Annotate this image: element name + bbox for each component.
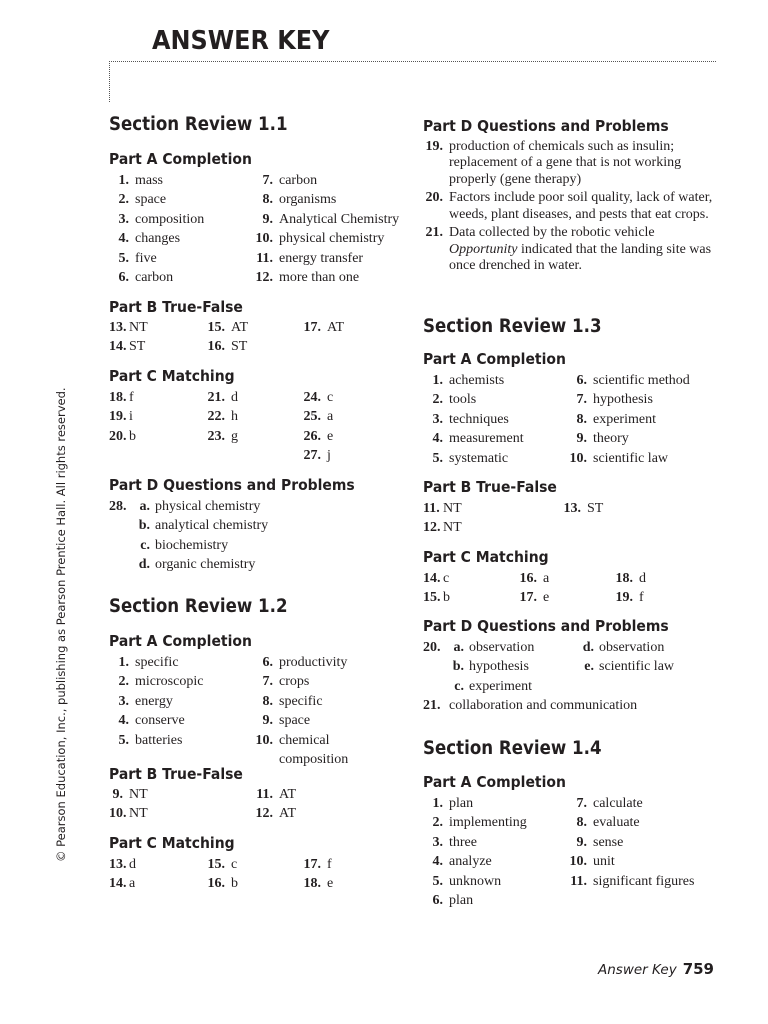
item-number: 17. [303,857,321,872]
item-answer: carbon [279,173,318,188]
section-review-1-2 [109,596,307,617]
part-b-title: Part B True-False [423,478,557,496]
item-answer: conserve [135,713,185,729]
item-number: 9. [576,834,587,850]
item-number: 1. [118,655,129,670]
item-answer: significant figures [593,873,695,889]
part-b-title: Part B True-False [109,298,243,316]
item-answer: g [231,428,238,444]
item-answer: d [639,571,646,586]
dotted-rule [109,61,716,102]
item-number [567,891,593,910]
item-answer: analytical chemistry [155,518,269,534]
item-letter: a. [453,640,464,655]
item-number: 11. [423,501,440,516]
footer-label: Answer Key [598,962,677,978]
page-footer [598,960,714,978]
item-number: 9. [262,713,273,729]
item-number: 11. [256,250,273,266]
item-number: 28. [109,499,127,514]
item-answer: NT [443,501,462,516]
part-c-title: Part C Matching [423,548,549,566]
part-b-title: Part B True-False [109,765,243,783]
item-number: 19. [615,590,633,606]
item-number: 12. [255,806,273,822]
sr12-part-a-list [109,653,379,769]
italic-term: Opportunity [449,241,518,257]
item-answer: AT [231,320,249,335]
part-d-title: Part D Questions and Problems [423,117,669,135]
item-answer: experiment [593,411,656,427]
item-answer: theory [593,431,629,447]
item-number: 4. [432,431,443,447]
item-number: 18. [303,876,321,892]
item-number: 9. [112,787,123,802]
item-number: 18. [109,390,127,405]
item-answer: mass [135,173,163,188]
item-number: 16. [207,339,225,355]
sr13-part-d-list [423,638,709,696]
sr12-part-b-list [109,785,349,824]
item-answer: b [443,590,450,606]
item-answer: plan [449,796,474,811]
item-answer: observation [599,640,665,655]
part-a-title: Part A Completion [109,632,252,650]
item-number: 7. [576,392,587,408]
item-number: 4. [118,231,129,247]
item-answer: ST [587,501,604,516]
item-answer: NT [129,320,148,335]
item-number: 3. [118,211,129,227]
item-number: 8. [262,693,273,709]
item-answer: calculate [593,796,643,811]
item-answer: organic chemistry [155,557,256,573]
item-number: 2. [432,392,443,408]
item-answer: e [327,428,334,444]
item-number: 5. [432,873,443,889]
item-answer: f [639,590,644,606]
item-number: 15. [423,590,441,606]
item-number: 12. [423,520,441,536]
item-answer: experiment [469,678,532,694]
item-answer: AT [279,787,297,802]
item-answer: c [327,390,334,405]
item-answer: batteries [135,732,183,748]
item-answer: i [129,409,133,425]
item-answer: scientific law [599,659,675,675]
sr13-part-c-list [423,569,709,608]
part-a-title: Part A Completion [423,773,566,791]
question-item [423,190,713,223]
item-number: 4. [118,713,129,729]
item-answer: energy transfer [279,250,364,266]
item-number: 14. [109,339,127,355]
item-answer: f [327,857,332,872]
item-number: 20. [425,190,443,206]
item-answer: a [543,571,550,586]
item-answer: ST [129,339,146,355]
item-number: 27. [303,448,321,464]
item-number: 16. [207,876,225,892]
item-answer: Factors include poor soil quality, lack of water, weeds, plant diseases, and pests that eat crops. [449,190,713,222]
item-number: 19. [109,409,127,425]
item-number: 25. [303,409,321,425]
item-answer: b [231,876,238,892]
part-c-title: Part C Matching [109,367,235,385]
part-a-title: Part A Completion [109,150,252,168]
section-title: Section Review 1.1 [109,114,288,135]
item-answer: ST [231,339,248,355]
item-answer: achemists [449,373,505,388]
item-letter: e. [584,659,594,675]
item-number: 7. [262,173,273,188]
item-number: 9. [262,211,273,227]
question-item [423,225,713,274]
item-answer: specific [135,655,179,670]
item-answer: AT [279,806,297,822]
sr11-part-a-list [109,171,429,287]
item-number: 2. [118,192,129,208]
item-answer: organisms [279,192,337,208]
item-letter: d. [138,557,150,573]
item-number: 7. [262,674,273,690]
sr13-part-b-list [423,499,657,538]
item-number: 1. [118,173,129,188]
item-answer: NT [129,806,148,822]
item-answer: observation [469,640,535,655]
item-number: 8. [576,411,587,427]
sr12-part-c-list [109,855,397,894]
item-number: 2. [432,815,443,831]
item-answer: NT [129,787,148,802]
item-letter: d. [582,640,594,655]
item-letter: a. [139,499,150,514]
item-letter: c. [454,678,464,694]
item-answer: a [327,409,334,425]
item-answer: scientific method [593,373,690,388]
item-answer: scientific law [593,450,669,466]
part-c-title: Part C Matching [109,834,235,852]
item-number [109,446,129,465]
item-number: 23. [207,428,225,444]
section-review-1-3 [423,316,621,337]
item-number: 8. [576,815,587,831]
item-answer: implementing [449,815,527,831]
item-answer: chemical composition [279,732,349,768]
item-answer: physical chemistry [279,231,385,247]
item-number: 21. [425,225,443,241]
item-answer: techniques [449,411,509,427]
item-answer: evaluate [593,815,640,831]
item-number: 10. [569,854,587,870]
item-answer: more than one [279,270,360,286]
section-title: Section Review 1.2 [109,596,288,617]
sr14-part-a-list [423,794,723,910]
item-number: 6. [262,655,273,670]
item-number: 13. [109,320,127,335]
item-answer: collaboration and communication [449,698,638,713]
item-answer: b [129,428,136,444]
item-answer: h [231,409,238,425]
sr13-part-d-item-21 [423,696,713,715]
item-answer: carbon [135,270,174,286]
item-number: 2. [118,674,129,690]
item-answer: tools [449,392,477,408]
item-answer: physical chemistry [155,499,261,514]
section-title: Section Review 1.4 [423,738,602,759]
item-answer: specific [279,693,323,709]
item-number: 11. [256,787,273,802]
item-number: 5. [118,732,129,748]
item-number: 10. [109,806,127,822]
item-number: 14. [423,571,441,586]
item-number: 1. [432,796,443,811]
item-answer: NT [443,520,462,536]
item-number: 13. [563,501,581,516]
item-number: 26. [303,428,321,444]
item-number: 9. [576,431,587,447]
item-number: 3. [432,411,443,427]
item-number: 3. [118,693,129,709]
item-answer: j [327,448,331,464]
item-answer: e [543,590,550,606]
section-review-1-1 [109,114,307,135]
item-number: 6. [576,373,587,388]
item-answer: AT [327,320,345,335]
item-answer: biochemistry [155,537,229,553]
item-answer: measurement [449,431,524,447]
item-answer: analyze [449,854,492,870]
item-answer: d [129,857,136,872]
item-answer: microscopic [135,674,204,690]
item-answer: composition [135,211,205,227]
item-number: 10. [255,231,273,247]
item-number: 4. [432,854,443,870]
item-answer: hypothesis [593,392,653,408]
item-number: 16. [519,571,537,586]
item-answer: d [231,390,238,405]
item-number [205,446,231,465]
item-number: 6. [432,893,443,909]
item-number: 20. [109,428,127,444]
item-number: 10. [569,450,587,466]
item-number: 1. [432,373,443,388]
section-review-1-4 [423,738,621,759]
item-answer: space [279,713,311,729]
item-answer: five [135,250,157,266]
question-item [423,139,713,188]
part-d-title: Part D Questions and Problems [109,476,355,494]
page-title: ANSWER KEY [152,26,330,56]
item-letter: b. [138,518,150,534]
sr11-part-d-questions [423,139,713,277]
item-answer: crops [279,674,310,690]
item-answer: a [129,876,136,892]
sr11-part-b-list [109,318,397,357]
item-answer: productivity [279,655,348,670]
item-number: 11. [570,873,587,889]
item-answer: unknown [449,873,502,889]
item-number: 14. [109,876,127,892]
part-d-title: Part D Questions and Problems [423,617,669,635]
part-a-title: Part A Completion [423,350,566,368]
item-letter: b. [452,659,464,675]
item-number [561,518,587,537]
item-answer [593,891,723,910]
copyright-notice: © Pearson Education, Inc., publishing as Pearson Prentice Hall. All rights reserved. [54,387,68,862]
item-answer: changes [135,231,181,247]
item-number: 18. [615,571,633,586]
item-number: 17. [303,320,321,335]
item-answer: systematic [449,450,509,466]
item-answer: production of chemicals such as insulin; replacement of a gene that is not working properly (gene therapy) [449,139,682,187]
item-letter: c. [140,537,150,553]
item-number: 19. [425,139,443,154]
item-answer: three [449,834,477,850]
item-answer: plan [449,893,474,909]
item-number: 20. [423,640,441,655]
item-number: 17. [519,590,537,606]
item-number: 21. [207,390,225,405]
item-answer [587,518,657,537]
section-title: Section Review 1.3 [423,316,602,337]
item-number: 21. [423,698,441,713]
item-number: 15. [207,857,225,872]
item-answer: Analytical Chemistry [279,211,400,227]
item-answer: unit [593,854,615,870]
item-number: 6. [118,270,129,286]
item-answer [231,446,301,465]
item-number: 3. [432,834,443,850]
item-answer [129,446,205,465]
page-number: 759 [682,960,714,978]
item-answer: c [231,857,238,872]
item-number: 15. [207,320,225,335]
item-answer: energy [135,693,173,709]
item-number: 22. [207,409,225,425]
item-answer: hypothesis [469,659,529,675]
item-number: 7. [576,796,587,811]
sr13-part-a-list [423,371,723,468]
sr11-part-c-list [109,388,397,466]
item-number: 13. [109,857,127,872]
item-answer [327,337,397,356]
item-answer: sense [593,834,624,850]
sr11-part-d-list [109,497,369,575]
item-answer: f [129,390,134,405]
item-answer: space [135,192,167,208]
item-answer: c [443,571,450,586]
item-answer: Data collected by the robotic vehicle Opportunity indicated that the landing site was once drenched in water. [449,225,712,274]
item-number: 10. [255,732,273,748]
item-number [301,337,327,356]
item-number: 24. [303,390,321,405]
item-answer: e [327,876,334,892]
item-number: 8. [262,192,273,208]
item-number: 5. [118,250,129,266]
item-number: 12. [255,270,273,286]
item-number: 5. [432,450,443,466]
